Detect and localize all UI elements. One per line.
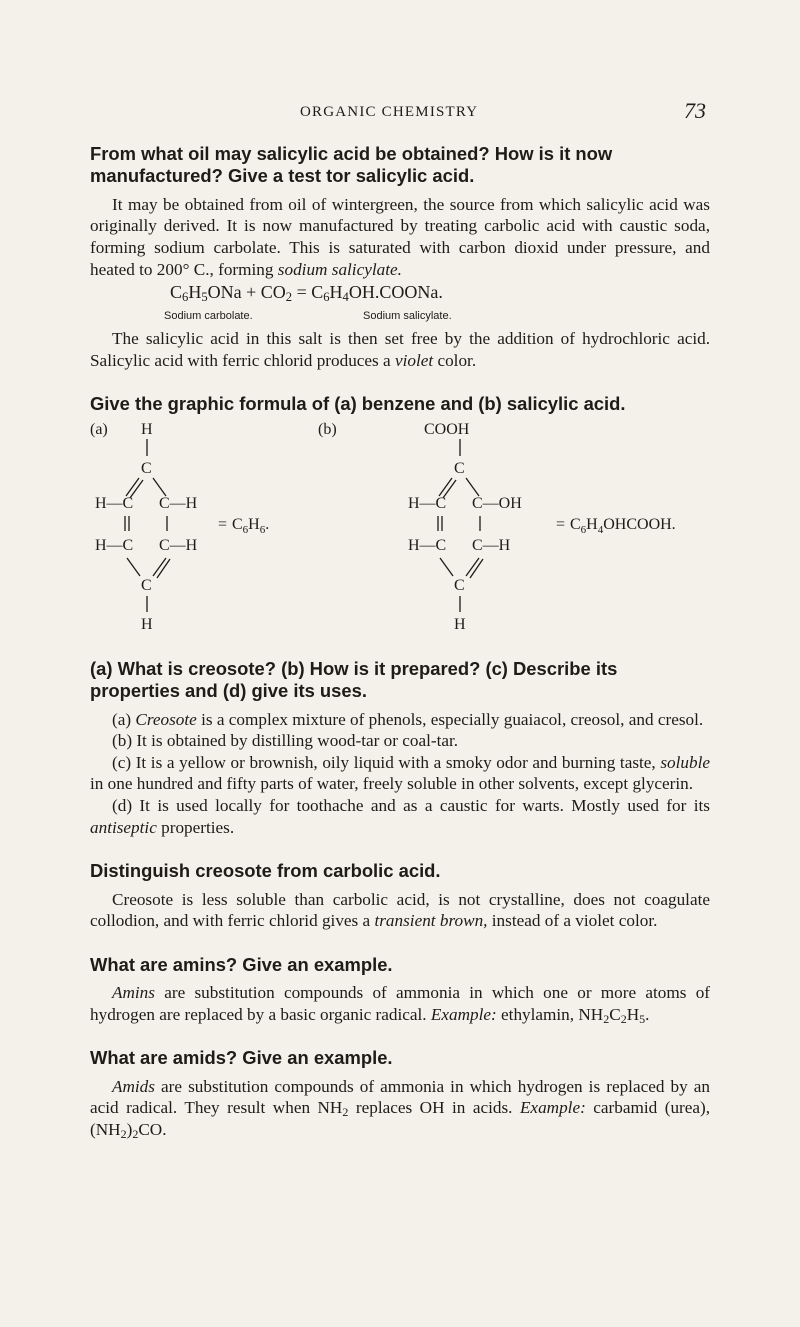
creosote-answer-d: (d) It is used locally for toothache and as a caustic for warts. Mostly used for its antiseptic properties.: [90, 795, 710, 837]
term-violet: violet: [394, 350, 434, 370]
term-antiseptic: antiseptic: [90, 817, 157, 837]
salicylic-right-lower: C—H: [472, 536, 511, 554]
equation-formula: $C_6H_5ONa + CO_2$ = $C_6H_4OH.COONa$.: [170, 282, 443, 305]
benzene-equals: =: [218, 515, 228, 533]
salicylic-left-upper: H—C: [408, 494, 447, 512]
amins-example-label: Example:: [430, 1004, 497, 1024]
amids-example-label: Example:: [519, 1098, 586, 1118]
creosote-answer-c: (c) It is a yellow or brownish, oily liquid with a smoky odor and burning taste, soluble in one hundred and fifty parts of water, freely soluble in other solvents, except glycerin.: [90, 752, 710, 794]
creosote-answer-b: (b) It is obtained by distilling wood-tar or coal-tar.: [112, 731, 459, 751]
chemical-equation: [90, 282, 710, 328]
benzene-bottom-h: H: [141, 615, 153, 633]
question-creosote: (a) What is creosote? (b) How is it prepared? (c) Describe its properties and (d) give its uses.: [90, 657, 618, 702]
amins-answer: Amins are substitution compounds of ammonia in which one or more atoms of hydrogen are replaced by a basic organic radical. Example: ethylamin, $NH_2C_2H_5$.: [90, 983, 711, 1026]
page-number: 73: [684, 98, 706, 123]
question-salicylic-acid: From what oil may salicylic acid be obtained? How is it now manufactured? Give a test tor salicylic acid.: [90, 143, 613, 187]
label-sodium-carbolate: Sodium carbolate.: [164, 310, 253, 323]
label-sodium-salicylate: Sodium salicylate.: [363, 310, 452, 323]
salicylic-left-lower: H—C: [408, 536, 447, 554]
salicylic-top-c: C: [454, 459, 465, 477]
salicylic-formula: $C_6H_4OHCOOH$.: [570, 515, 676, 536]
creosote-answer-a: (a) Creosote is a complex mixture of phenols, especially guaiacol, creosol, and cresol.: [112, 709, 704, 729]
structure-diagram: [0, 418, 800, 644]
question-distinguish: Distinguish creosote from carbolic acid.: [90, 860, 441, 882]
benzene-bottom-c: C: [141, 576, 152, 594]
question-graphic-formula: Give the graphic formula of (a) benzene and (b) salicylic acid.: [90, 393, 626, 415]
running-head: ORGANIC CHEMISTRY: [300, 104, 479, 120]
question-amins: What are amins? Give an example.: [90, 953, 393, 975]
answer-salicylic-acid: It may be obtained from oil of wintergreen, the source from which salicylic acid was originally derived. It is now manufactured by treating carbolic acid with caustic soda, forming sodium carbolate. This is saturated with carbon dioxid under pressure, and heated to 200° C., forming sodium salicylate.: [90, 194, 710, 279]
salicylic-equals: =: [556, 515, 566, 533]
amids-answer: Amids are substitution compounds of ammonia in which hydrogen is replaced by an acid radical. They result when $NH_2$ replaces OH in acids. Example: carbamid (urea), $(NH_2)_2CO$.: [90, 1076, 711, 1141]
distinguish-answer: Creosote is less soluble than carbolic acid, is not crystalline, does not coagulate collodion, and with ferric chlorid gives a transient brown, instead of a violet color.: [90, 889, 710, 931]
benzene-structure: [90, 421, 269, 633]
label-a: (a): [90, 420, 108, 438]
benzene-left-lower: H—C: [95, 536, 134, 554]
benzene-top-h: H: [141, 420, 153, 438]
label-b: (b): [318, 420, 337, 438]
salicylic-acid-structure: [318, 421, 676, 633]
benzene-formula: $C_6H_6$.: [232, 515, 270, 536]
term-soluble: soluble: [660, 752, 710, 772]
salicylic-bottom-c: C: [454, 576, 465, 594]
structural-formulas: [90, 418, 710, 644]
benzene-left-upper: H—C: [95, 494, 134, 512]
page-content: [90, 143, 710, 1141]
page-header: [0, 98, 800, 128]
salicylic-cooh: COOH: [424, 420, 470, 438]
term-sodium-salicylate: sodium salicylate.: [277, 259, 402, 279]
salicylic-right-upper: C—OH: [472, 494, 522, 512]
salicylic-bottom-h: H: [454, 615, 466, 633]
question-amids: What are amids? Give an example.: [90, 1047, 393, 1069]
answer-salicylic-acid-test: The salicylic acid in this salt is then set free by the addition of hydrochloric acid. Salicylic acid with ferric chlorid produces a violet color.: [90, 329, 710, 370]
term-amids: Amids: [112, 1076, 155, 1096]
term-amins: Amins: [112, 983, 155, 1003]
term-creosote: Creosote: [135, 709, 197, 729]
term-transient-brown: transient brown,: [374, 911, 488, 931]
benzene-top-c: C: [141, 459, 152, 477]
benzene-right-upper: C—H: [159, 494, 198, 512]
benzene-right-lower: C—H: [159, 536, 198, 554]
